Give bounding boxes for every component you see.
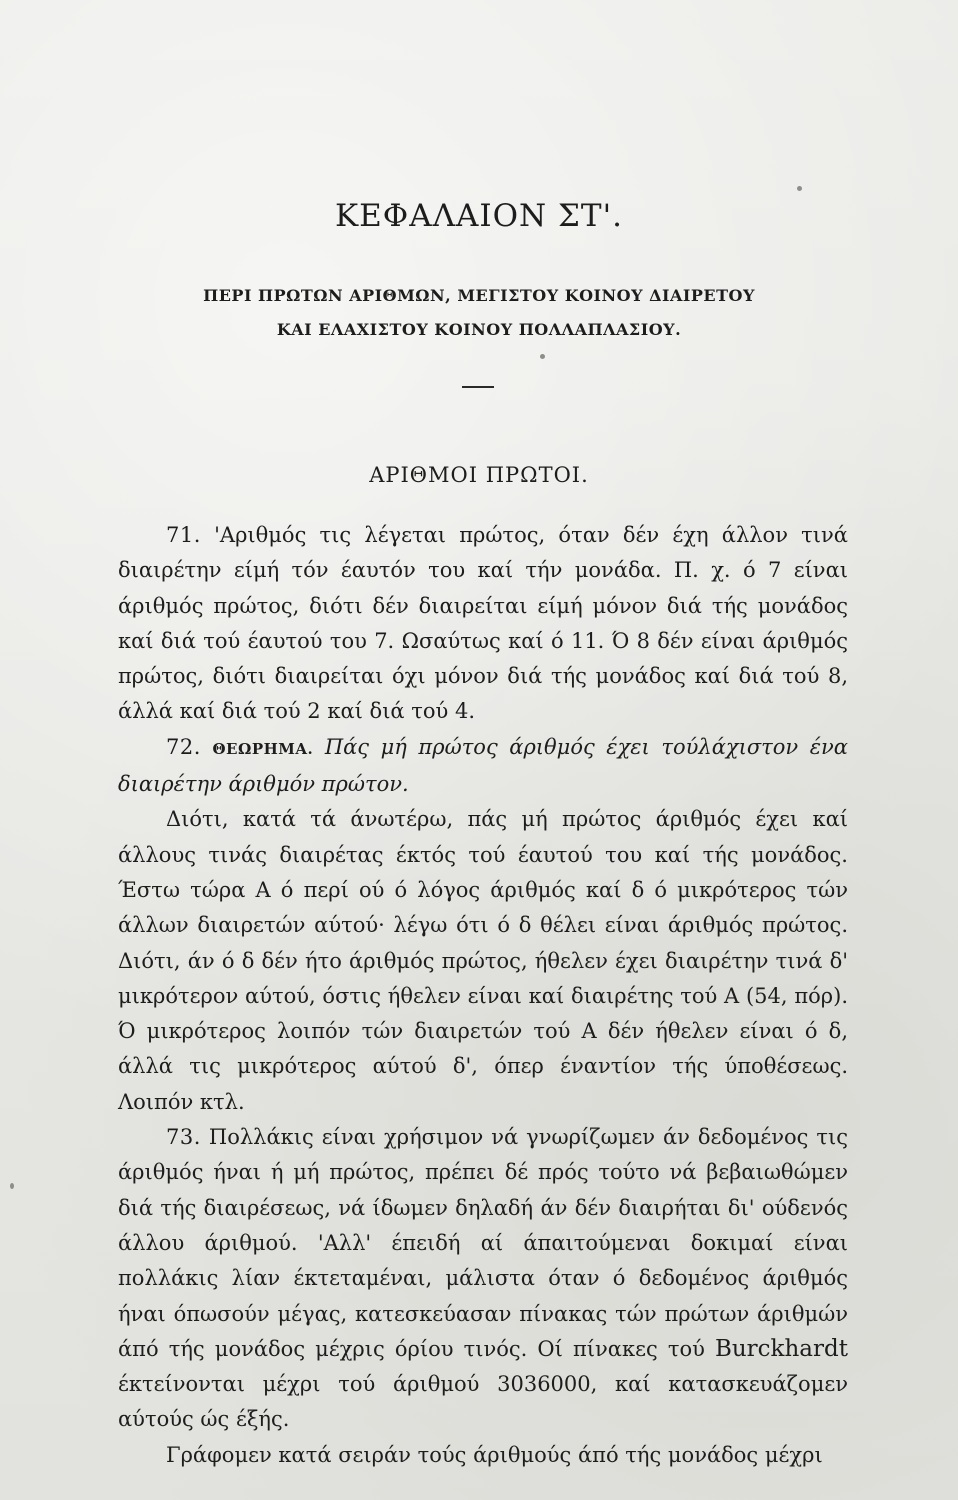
paragraph-number: 71. [166,523,201,547]
paper-speck [797,186,802,191]
paragraph-number: 72. [166,734,201,759]
paragraph-text: 'Αριθμός τις λέγεται πρώτος, όταν δέν έχη άλλον τινά διαιρέτην είμή τόν έαυτόν του καί τήν μονάδα. Π. χ. ό 7 είναι άριθμός πρώτος, διότι δέν διαιρείται είμή μόνον διά τής μονάδος καί διά τού έαυτού του 7. Ωσαύτως καί ό 11. Ό 8 δέν είναι άριθμός πρώτος, διότι διαιρείται όχι μόνον διά τής μονάδος καί διά τού 8, άλλά καί διά τού 2 καί διά τού 4. [118,523,848,724]
chapter-subtitle-line-2: ΚΑΙ ΕΛΑΧΙΣΤΟΥ ΚΟΙΝΟΥ ΠΟΛΛΑΠΛΑΣΙΟΥ. [276,320,682,339]
continuation-text: Γράφομεν κατά σειράν τούς άριθμούς άπό τής μονάδος μέχρι [166,1442,823,1467]
proof-text: Διότι, κατά τά άνωτέρω, πάς μή πρώτος άριθμός έχει καί άλλους τινάς διαιρέτας έκτός τού έαυτού του καί τής μονάδος. Έστω τώρα Α ό περί ού ό λόγος άριθμός καί δ ό μικρότερος τών άλλων διαιρετών αύτού· λέγω ότι ό δ θέλει είναι άριθμός πρώτος. Διότι, άν ό δ δέν ήτο άριθμός πρώτος, ήθελεν έχει διαιρέτην τινά δ' μικρότερον αύτού, όστις ήθελεν είναι καί διαιρέτης τού Α (54, πόρ). Ό μικρότερος λοιπόν τών διαιρετών τού Α δέν ήθελεν είναι ό δ, άλλά τις μικρότερος αύτού δ', όπερ έναντίον τής ύποθέσεως. Λοιπόν κτλ. [118,807,848,1114]
paragraph-71 [118,518,848,730]
theorem-label: ΘΕΩΡΗΜΑ. [212,739,314,758]
paragraph-number: 73. [166,1125,201,1150]
paragraph-73 [118,1120,848,1438]
paper-speck [540,354,545,359]
paragraph-text-end: έκτείνονται μέχρι τού άριθμού 3036000, καί κατασκευάζομεν αύτούς ώς έξής. [118,1372,848,1432]
section-heading: ΑΡΙΘΜΟΙ ΠΡΩΤΟΙ. [369,463,589,487]
paper-speck [10,1183,14,1189]
chapter-subtitle-line-1: ΠΕΡΙ ΠΡΩΤΩΝ ΑΡΙΘΜΩΝ, ΜΕΓΙΣΤΟΥ ΚΟΙΝΟΥ ΔΙΑΙΡΕΤΟΥ [203,286,755,305]
paragraph-72-proof [118,802,848,1120]
body-text [118,518,848,1473]
chapter-title: ΚΕΦΑΛΑΙΟΝ ΣΤ'. [335,198,623,234]
theorem-statement: Πάς μή πρώτος άριθμός έχει τούλάχιστον ένα διαιρέτην άριθμόν πρώτον. [118,734,848,797]
author-name: Burckhardt [714,1335,848,1362]
section-divider [462,386,494,388]
paragraph-text: Πολλάκις είναι χρήσιμον νά γνωρίζωμεν άν δεδομένος τις άριθμός ήναι ή μή πρώτος, πρέπει δέ πρός τούτο νά βεβαιωθώμεν διά τής διαιρέσεως, νά ίδωμεν δηλαδή άν δέν διαιρήται δι' ούδενός άλλου άριθμού. 'Αλλ' έπειδή αί άπαιτούμεναι δοκιμαί είναι πολλάκις λίαν έκτεταμέναι, μάλιστα όταν ό δεδομένος άριθμός ήναι όπωσούν μέγας, κατεσκεύασαν πίνακας τών πρώτων άριθμών άπό τής μονάδος μέχρις όρίου τινός. Οί πίνακες τού [118,1125,848,1361]
paragraph-72 [118,730,848,803]
paragraph-73-continuation [118,1438,848,1473]
